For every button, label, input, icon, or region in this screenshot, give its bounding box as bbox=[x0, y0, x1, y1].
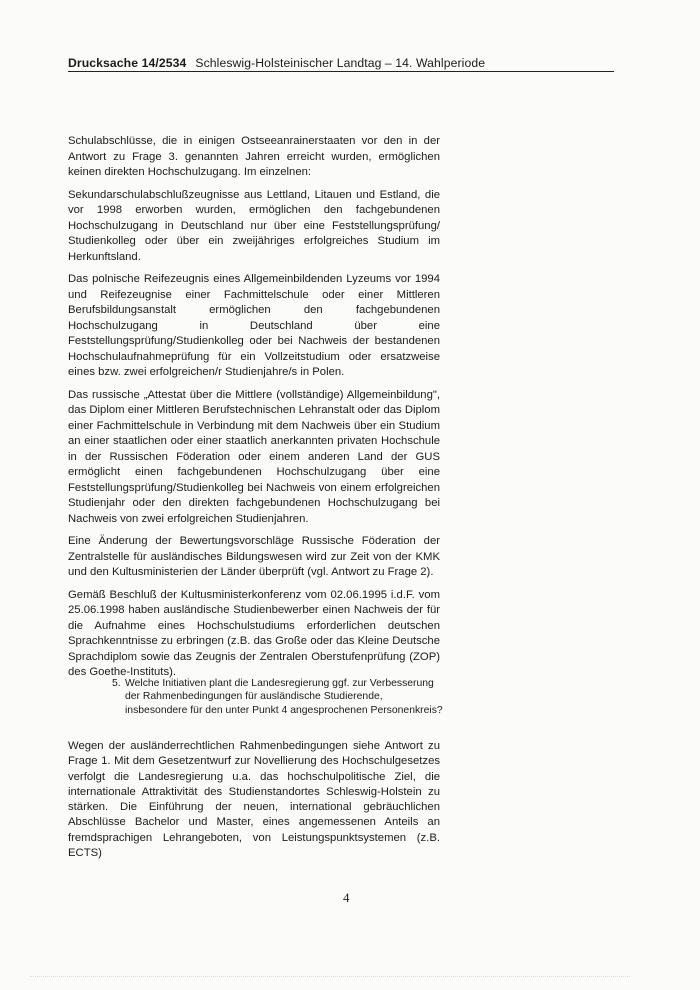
paragraph: Sekundarschulabschlußzeugnisse aus Lettland, Litauen und Estland, die vor 1998 erworben wurden, ermöglichen den fachgebundenen Hochschulzugang in Deutschland nur über eine Feststellungsprüfung/ Studienkolleg oder über ein zweijähriges erfolgreiches Studium im Herkunftsland. bbox=[68, 188, 440, 263]
body-text bbox=[68, 134, 440, 688]
question-text: Welche Initiativen plant die Landesregierung ggf. zur Verbesserung der Rahmenbedingungen für ausländische Studierende, insbesondere für den unter Punkt 4 angesprochenen Personenkreis? bbox=[125, 678, 443, 716]
question-number: 5. bbox=[112, 678, 121, 689]
document-number: Drucksache 14/2534 bbox=[68, 56, 187, 70]
scan-artifact bbox=[30, 976, 630, 981]
paragraph: Eine Änderung der Bewertungsvorschläge Russische Föderation der Zentralstelle für ausländisches Bildungswesen wird zur Zeit von der KMK und den Kultusministerien der Länder überprüft (vgl. Antwort zu Frage 2). bbox=[68, 535, 440, 578]
question-block bbox=[112, 677, 446, 717]
paragraph: Gemäß Beschluß der Kultusministerkonferenz vom 02.06.1995 i.d.F. vom 25.06.1998 haben ausländische Studienbewerber einen Nachweis der für die Aufnahme eines Hochschulstudiums erforderlichen deutschen Sprachkenntnisse zu erbringen (z.B. das Große oder das Kleine Deutsche Sprachdiplom sowie das Zeugnis der Zentralen Oberstufenprüfung (ZOP) des Goethe-Instituts). bbox=[68, 588, 440, 678]
page-header bbox=[68, 56, 614, 72]
paragraph: Das russische „Attestat über die Mittlere (vollständige) Allgemeinbildung", das Diplom einer Mittleren Berufstechnischen Lehranstalt oder das Diplom einer Fachmittelschule in Verbindung mit dem Nachweis über ein Studium an einer staatlichen oder einer staatlich anerkannten privaten Hochschule in der Russischen Föderation oder einem anderen Land der GUS ermöglicht einen fachgebundenen Hochschulzugang über eine Feststellungsprüfung/Studienkolleg bei Nachweis von einem erfolgreichen Studienjahr oder den direkten fachgebundenen Hochschulzugang bei Nachweis von zwei erfolgreichen Studienjahren. bbox=[68, 388, 440, 525]
paragraph: Das polnische Reifezeugnis eines Allgemeinbildenden Lyzeums vor 1994 und Reifezeugnise einer Fachmittelschule oder einer Mittleren Berufsbildungsanstalt ermöglichen den fachgebundenen Hochschulzugang in Deutschland über eine Feststellungsprüfung/Studienkolleg oder bei Nachweis der bestandenen Hochschulaufnahmeprüfung für ein Vollzeitstudium oder ersatzweise eines bzw. zwei erfolgreichen/r Studienjahre/s in Polen. bbox=[68, 273, 440, 378]
answer-block bbox=[68, 739, 440, 861]
paragraph: Schulabschlüsse, die in einigen Ostseeanrainerstaaten vor den in der Antwort zu Frage 3. genannten Jahren erreicht wurden, ermöglichen keinen direkten Hochschulzugang. Im einzelnen: bbox=[68, 135, 440, 178]
parliament-title: Schleswig-Holsteinischer Landtag – 14. Wahlperiode bbox=[195, 56, 486, 70]
page-number: 4 bbox=[343, 890, 350, 905]
answer-text: Wegen der ausländerrechtlichen Rahmenbedingungen siehe Antwort zu Frage 1. Mit dem Gesetzentwurf zur Novellierung des Hochschulgesetzes verfolgt die Landesregierung u.a. das hochschulpolitische Ziel, die internationale Attraktivität des Studienstandortes Schleswig-Holstein zu stärken. Die Einführung der neuen, international gebräuchlichen Abschlüsse Bachelor und Master, eines angemessenen Anteils an fremdsprachigen Lehrangeboten, von Leistungspunktsystemen (z.B. ECTS) bbox=[68, 740, 440, 860]
